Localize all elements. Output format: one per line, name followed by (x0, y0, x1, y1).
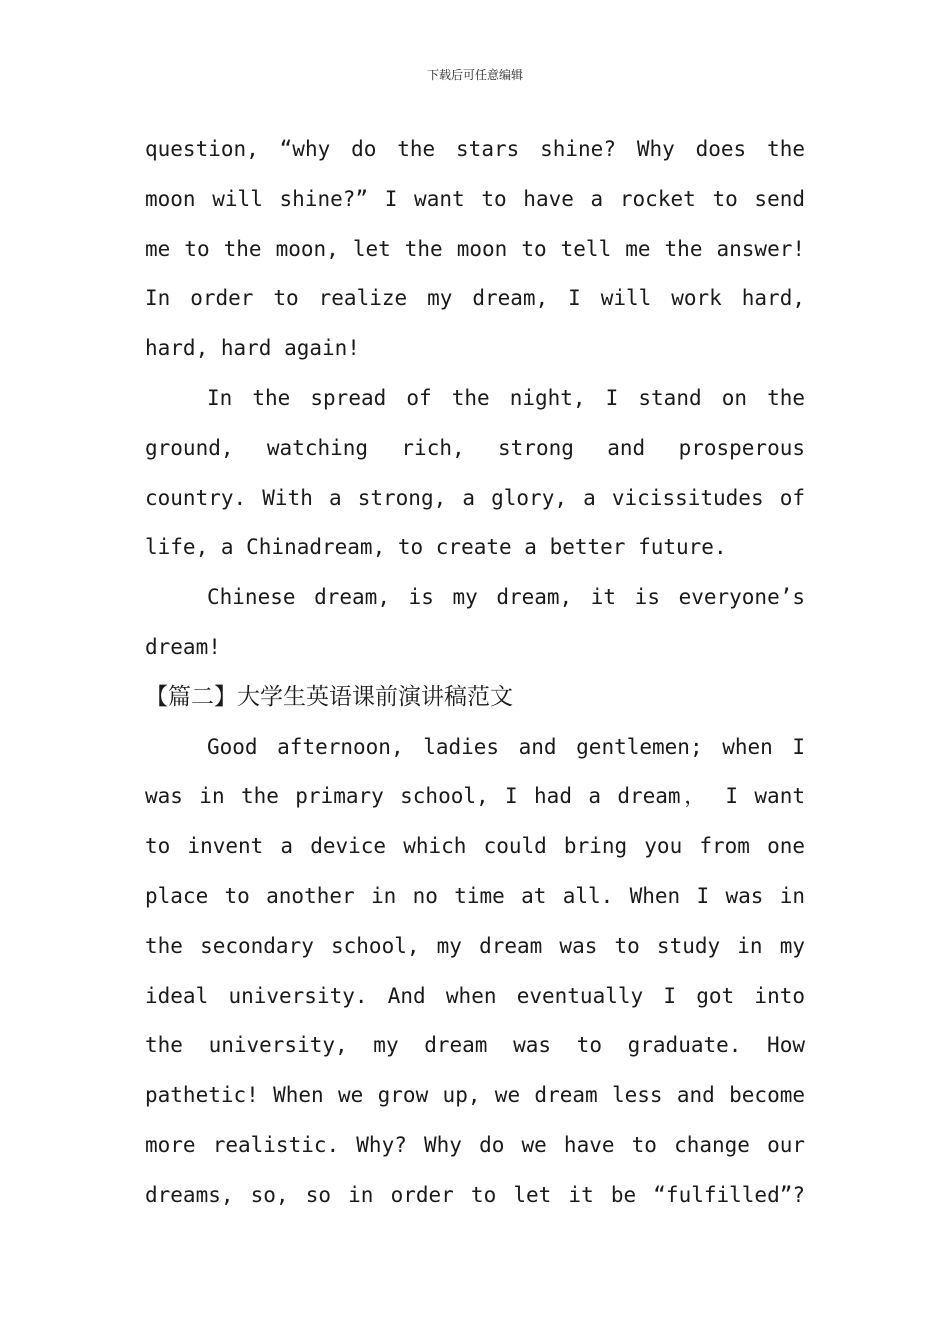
text-line: dreams, so, so in order to let it be “fulfilled”? (145, 1182, 805, 1207)
text-line: was in the primary school, I had a dream， I want (145, 784, 805, 809)
section-heading: 【篇二】大学生英语课前演讲稿范文 (145, 683, 513, 710)
text-line: question, “why do the stars shine? Why does the (145, 137, 805, 161)
text-line: In the spread of the night, I stand on the (207, 385, 805, 410)
text-line: dream! (145, 634, 221, 659)
text-line: hard, hard again! (145, 336, 360, 361)
text-line: the university, my dream was to graduate. How (145, 1033, 805, 1058)
text-line: the secondary school, my dream was to study in my (145, 933, 805, 958)
text-line: more realistic. Why? Why do we have to change our (145, 1132, 805, 1157)
text-line: country. With a strong, a glory, a vicissitudes of (145, 485, 805, 510)
text-line: Good afternoon, ladies and gentlemen; when I (207, 734, 805, 759)
text-line: moon will shine?” I want to have a rocket to send (145, 186, 805, 211)
text-line: life, a Chinadream, to create a better future. (145, 535, 727, 560)
text-line: ideal university. And when eventually I got into (145, 983, 805, 1008)
text-line: Chinese dream, is my dream, it is everyone’s (207, 585, 805, 610)
text-line: me to the moon, let the moon to tell me the answer! (145, 236, 805, 261)
document-body (145, 125, 805, 1221)
text-line: ground, watching rich, strong and prosperous (145, 435, 805, 460)
text-line: pathetic! When we grow up, we dream less and become (145, 1083, 805, 1108)
text-line: place to another in no time at all. When I was in (145, 883, 805, 908)
page-header-note: 下载后可任意编辑 (426, 68, 523, 82)
text-line: to invent a device which could bring you from one (145, 834, 805, 859)
text-line: In order to realize my dream, I will work hard, (145, 286, 805, 311)
